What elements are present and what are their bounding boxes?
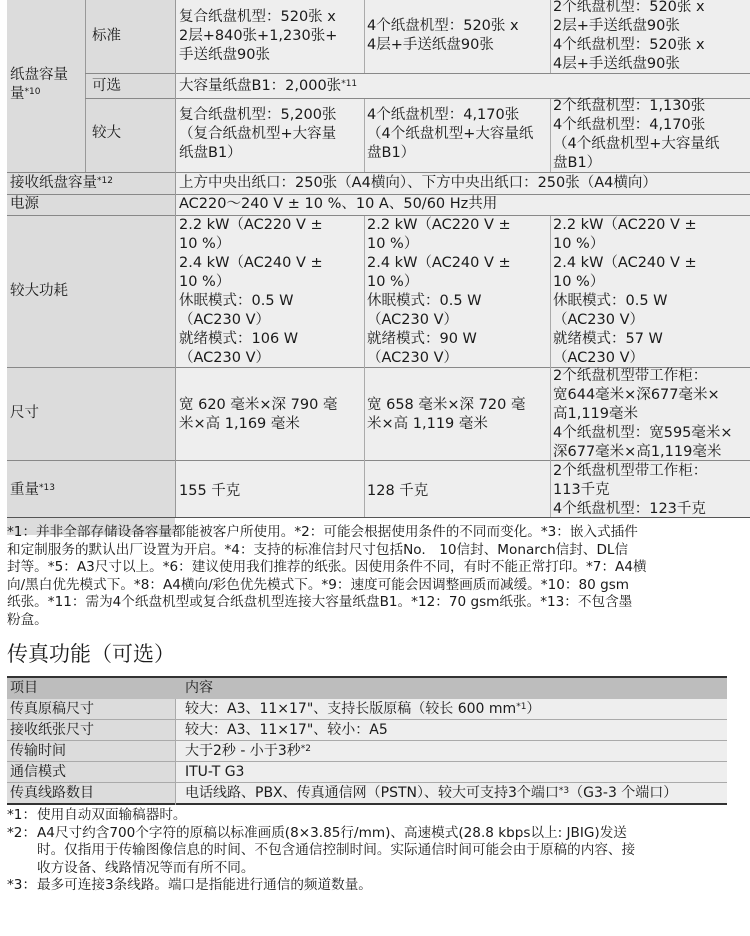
fax-table-header <box>7 678 727 699</box>
fax-row-lines <box>7 783 727 805</box>
fax-header-item: 项目 <box>10 680 38 696</box>
fax-row-transmit-time <box>7 741 727 762</box>
dimensions-col3: 2个纸盘机型带工作柜： 宽644毫米×深677毫米× 高1,119毫米 4个纸盘机型：宽595毫米× 深677毫米×高1,119毫米 <box>553 368 733 460</box>
main-footnotes: *1：并非全部存储设备容量都能被客户所使用。*2：可能会根据使用条件的不同而变化。*3：嵌入式插件 和定制服务的默认出厂设置为开启。*4：支持的标准信封尺寸包括No. 10信封、Monarch信封、DL信 封等。*5：A3尺寸以上。*6：建议使用我们推荐的纸张。因使用条件不同，有时不能正常打印。*7：A4横 向/黑白优先模式下。*8：A4横向/彩色优先模式下。*9：速度可能会因调整画质而减缓。*10：80 gsm 纸张。*11：需为4个纸盘机型或复合纸盘机型连接大容量纸盘B1。*12：70 gsm纸张。*13：不包含墨 粉盒。 <box>7 524 647 628</box>
optional-label: 可选 <box>92 78 121 94</box>
tray-capacity-note: *10 <box>24 87 41 97</box>
standard-col1: 复合纸盘机型：520张 x 2层+840张+1,230张+ 手送纸盘90张 <box>179 9 338 63</box>
fax-col-divider <box>175 699 176 805</box>
fax-footnotes <box>7 807 742 895</box>
sub-label-divider <box>85 0 86 172</box>
max-col2: 4个纸盘机型：4,170张 （4个纸盘机型+大容量纸 盘B1） <box>367 107 534 161</box>
fax-footnote: 收方设备、线路情况等而有所不同。 <box>37 859 255 876</box>
fax-label: 传真线路数目 <box>10 785 94 801</box>
fax-row-original-size <box>7 699 727 720</box>
output-capacity-value: 上方中央出纸口：250张（A4横向）、下方中央出纸口：250张（A4横向） <box>179 175 657 191</box>
tray-capacity-text: 纸盘容量 <box>10 67 68 83</box>
fax-value: 较大：A3、11×17"、较小：A5 <box>185 722 388 738</box>
power-consumption-label: 较大功耗 <box>10 283 68 299</box>
standard-col2: 4个纸盘机型：520张 x 4层+手送纸盘90张 <box>367 18 519 53</box>
fax-section-title: 传真功能（可选） <box>7 642 175 666</box>
weight-col3: 2个纸盘机型带工作柜： 113千克 4个纸盘机型：123千克 <box>553 463 708 517</box>
power-consumption-col2: 2.2 kW（AC220 V ± 10 %） 2.4 kW（AC240 V ± 10 %） 休眠模式：0.5 W （AC230 V） 就绪模式：90 W （AC230 V） <box>367 217 511 366</box>
standard-col3: 2个纸盘机型：520张 x 2层+手送纸盘90张 4个纸盘机型：520张 x 4层+手送纸盘90张 <box>553 0 705 72</box>
dimensions-col2: 宽 658 毫米×深 720 毫 米×高 1,119 毫米 <box>367 397 526 432</box>
max-label: 较大 <box>92 125 121 141</box>
output-capacity-label: 接收纸盘容量$^{*12}$ <box>10 175 113 191</box>
max-col3: 2个纸盘机型：1,130张 4个纸盘机型：4,170张 （4个纸盘机型+大容量纸 盘B1） <box>553 98 720 171</box>
fax-label: 传输时间 <box>10 743 66 759</box>
fax-footnote: *2： A4尺寸约含700个字符的原稿以标准画质(8×3.85行/mm)、高速模式(28.8 kbps以上: JBIG)发送 <box>7 824 627 841</box>
fax-label: 通信模式 <box>10 764 66 780</box>
fax-footnote: *3： 最多可连接3条线路。端口是指能进行通信的频道数量。 <box>7 877 372 893</box>
weight-label: 重量$^{*13}$ <box>10 482 55 498</box>
fax-footnote: *1： 使用自动双面输稿器时。 <box>7 807 187 823</box>
fax-label: 传真原稿尺寸 <box>10 701 94 717</box>
fax-value: 较大：A3、11×17"、支持长版原稿（较长 600 $mm^{*1}$） <box>185 701 541 717</box>
fax-header-content: 内容 <box>185 680 213 696</box>
fax-label: 接收纸张尺寸 <box>10 722 94 738</box>
fax-footnote: 时。仅指用于传输图像信息的时间、不包含通信控制时间。实际通信时间可能会由于原稿的内容、接 <box>37 842 636 858</box>
power-consumption-col3: 2.2 kW（AC220 V ± 10 %） 2.4 kW（AC240 V ± 10 %） 休眠模式：0.5 W （AC230 V） 就绪模式：57 W （AC230 V） <box>553 217 697 366</box>
standard-label: 标准 <box>92 28 121 44</box>
power-source-value: AC220～240 V ± 10 %、10 A、50/60 Hz共用 <box>179 196 498 212</box>
dimensions-label: 尺寸 <box>10 405 39 421</box>
weight-col2: 128 千克 <box>367 483 429 499</box>
power-consumption-col1: 2.2 kW（AC220 V ± 10 %） 2.4 kW（AC240 V ± 10 %） 休眠模式：0.5 W （AC230 V） 就绪模式：106 W （AC230 V） <box>179 217 323 366</box>
tray-capacity-label: 纸盘容量 量$^{*10}$ <box>10 67 68 102</box>
fax-row-receive-size <box>7 720 727 741</box>
weight-col1: 155 千克 <box>179 483 241 499</box>
fax-value: ITU-T G3 <box>185 764 245 780</box>
fax-value: 电话线路、PBX、传真通信网（PSTN）、较大可支持3个端口$^{*3}$（G3-3 个端口） <box>185 785 678 801</box>
fax-value: 大于2秒 - 小于3秒$^{*2}$ <box>185 743 312 759</box>
dimensions-col1: 宽 620 毫米×深 790 毫 米×高 1,169 毫米 <box>179 397 338 432</box>
power-source-label: 电源 <box>10 196 39 212</box>
max-col1: 复合纸盘机型：5,200张 （复合纸盘机型+大容量 纸盘B1） <box>179 107 337 161</box>
optional-value: 大容量纸盘B1：2,000张$^{*11}$ <box>179 78 358 94</box>
fax-row-comm-mode <box>7 762 727 783</box>
